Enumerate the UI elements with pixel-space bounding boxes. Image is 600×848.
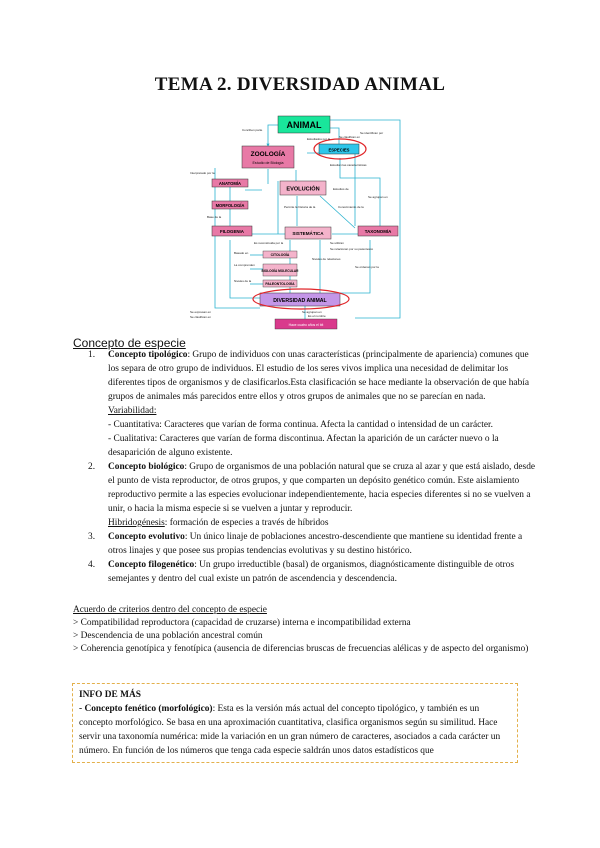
zoologia-sub-label: Estudio de Biología [252, 161, 284, 165]
concept-item-tipologico [88, 348, 540, 460]
variability-qualitative: - Cualitativa: Caracteres que varían de forma discontinua. Afectan la aparición de un carácter nuevo o la desaparición de alguno existente. [108, 434, 499, 458]
animal-label: ANIMAL [286, 120, 322, 130]
hibridogenesis-label: Hibridogénesis [108, 518, 165, 528]
conn-label: Se ordenan por la [355, 265, 379, 269]
conn-label: Conciben parte [242, 128, 263, 132]
filogenia-label: FILOGENIA [220, 229, 244, 234]
concept-title: Concepto biológico [108, 462, 185, 472]
zoologia-label: ZOOLOGÍA [250, 151, 286, 158]
concept-number: 3. [88, 532, 96, 542]
concept-text: : Grupo de individuos con unas características (principalmente de apariencia) comunes que los separa de otro grupo de individuos. El estudio de los seres vivos implica una necesidad de delimitar los diferentes tipos de organismos y de clasificarlos.Esta clasificación se hace mediante la observación de que había grupos de animales más parecidos entre ellos y otros grupos de animales que no se parecían en nada. [108, 350, 530, 402]
anatomia-label: ANATOMÍA [218, 181, 242, 186]
conn-label: Se clasifican en [339, 135, 361, 139]
diversidad-animal-label: DIVERSIDAD ANIMAL [273, 298, 327, 304]
conn-label: Conocimiento de la [338, 205, 364, 209]
conn-label: Permite la historia de la [284, 205, 316, 209]
taxonomia-label: TAXONOMÍA [364, 229, 392, 234]
conn-label: Es reconstruida por la [254, 241, 284, 245]
criteria-item: > Compatibilidad reproductora (capacidad de cruzarse) interna e incompatibilidad externa [73, 618, 411, 628]
criteria-block [73, 604, 533, 656]
info-box [72, 683, 518, 763]
variability-label: Variabilidad: [108, 406, 157, 416]
conn-label: Estudian las características [330, 163, 367, 167]
concept-text: : Un grupo irreductible (basal) de organismos, diagnósticamente distinguible de otros semejantes y dentro del cual existe un patrón de ascendencia y descendencia. [108, 560, 514, 584]
concept-title: Concepto tipológico [108, 350, 188, 360]
criteria-item: > Coherencia genotípica y fenotípica (ausencia de diferencias bruscas de frecuencias alélicas y de aspecto del organismo) [73, 644, 529, 654]
conn-label: Niveles de relaciones [312, 257, 341, 261]
variability-quantitative: - Cuantitativa: Caracteres que varían de forma continua. Afecta la cantidad o intensidad de un carácter. [108, 420, 493, 430]
section-title: Concepto de especie [73, 336, 186, 350]
concept-item-biologico [88, 460, 540, 530]
concept-number: 1. [88, 350, 96, 360]
conn-label: Se relacionan por su parentesco [330, 247, 374, 251]
bottom-node-label: Hace cuatro años el bit [288, 323, 324, 327]
evolucion-label: EVOLUCIÓN [286, 186, 320, 193]
criteria-heading: Acuerdo de criterios dentro del concepto de especie [73, 605, 267, 615]
hibridogenesis-text: : formación de especies a través de híbridos [164, 518, 329, 528]
info-title: INFO DE MÁS [79, 690, 141, 700]
concept-text: : Grupo de organismos de una población natural que se cruza al azar y que está aislado, desde el punto de vista reproductor, de otros grupos, y que comparten un depósito genético común. Este aislamiento reproductivo permite a las especies evolucionar independientemente, hacia especies diferentes si no se vuelven a unir, o hacia la misma especie si se vuelven a juntar y reproducir. [108, 462, 536, 514]
conn-label: Base de la [207, 215, 222, 219]
morfologia-label: MORFOLOGÍA [215, 203, 245, 208]
biologia-molecular-label: BIOLOGÍA MOLECULAR [261, 269, 299, 273]
concept-text: : Un único linaje de poblaciones ancestro-descendiente que mantiene su identidad frente a otros linajes y que posee sus propias tendencias evolutivas y su destino histórico. [108, 532, 523, 556]
conn-label: Basado en [234, 251, 249, 255]
info-lead: - Concepto fenético (morfológico) [79, 704, 213, 714]
concept-item-evolutivo [88, 530, 540, 558]
conn-label: Interpretado por la [190, 171, 215, 175]
conn-label: Se clasifican en [190, 315, 212, 319]
conn-label: Estudios de [333, 187, 349, 191]
concept-title: Concepto evolutivo [108, 532, 185, 542]
criteria-item: > Descendencia de una población ancestral común [73, 631, 263, 641]
concept-list [88, 348, 540, 586]
paleontologia-label: PALEONTOLOGÍA [265, 282, 295, 286]
concept-number: 2. [88, 462, 96, 472]
concept-title: Concepto filogenético [108, 560, 195, 570]
conn-label: La comprenden [234, 263, 255, 267]
citologia-label: CITOLOGÍA [270, 253, 290, 257]
concept-map-diagram [190, 108, 420, 332]
conn-label: Se identifican por [360, 131, 384, 135]
conn-label: Se utilizan [330, 241, 344, 245]
sistematica-label: SISTEMÁTICA [292, 231, 324, 236]
conn-label: Se agrupan en [368, 195, 388, 199]
conn-label: Se agrupan en [302, 310, 322, 314]
page-title: TEMA 2. DIVERSIDAD ANIMAL [154, 74, 446, 95]
concept-number: 4. [88, 560, 96, 570]
info-text: : Esta es la versión más actual del concepto tipológico, y también es un concepto morfológico. Se basa en una aproximación cuantitativa, clasifica organismos según su similitud. Hace servir una taxonomía numérica: mide la variación en un gran número de caracteres, asociados a cada carácter un número. En función de los números que tenga cada especie saldrán unos datos estadísticos que [79, 704, 501, 756]
especies-label: ESPECIES [328, 147, 350, 153]
concept-item-filogenetico [88, 558, 540, 586]
conn-label: Es el nombre [308, 314, 326, 318]
conn-label: Niveles de la [234, 279, 252, 283]
conn-label: Estudiados por la [307, 137, 331, 141]
conn-label: Se expresan en [190, 310, 212, 314]
